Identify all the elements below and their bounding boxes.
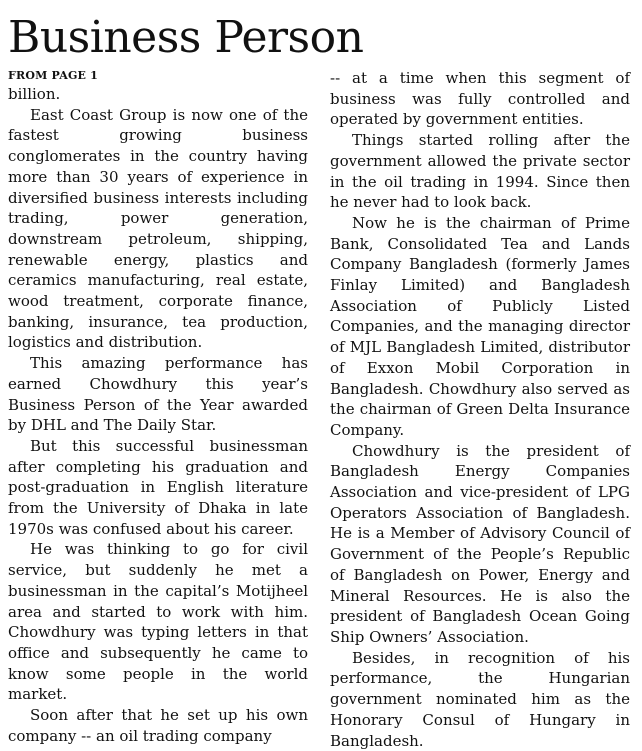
paragraph: -- at a time when this segment of business was fully controlled and operated by government entities. [330,69,630,129]
paragraph: East Coast Group is now one of the fastest growing business conglomerates in the country having more than 30 years of experience in diversified business interests including trading, power generation, downstream petroleum, shipping, renewable energy, plastics and ceramics manufacturing, real estate, wood treatment, corporate finance, banking, insurance, tea production, logistics and distribution. [8,105,308,352]
article-column-left [8,84,308,747]
paragraph: Besides, in recognition of his performance, the Hungarian government nominated him as the Honorary Consul of Hungary in Bangladesh. [330,648,630,750]
paragraph: But this successful businessman after completing his graduation and post-graduation in English literature from the University of Dhaka in late 1970s was confused about his career. [8,436,308,538]
paragraph: billion. [8,85,61,103]
paragraph: This amazing performance has earned Chowdhury this year’s Business Person of the Year awarded by DHL and The Daily Star. [8,354,308,435]
paragraph: Now he is the chairman of Prime Bank, Consolidated Tea and Lands Company Bangladesh (formerly James Finlay Limited) and Bangladesh Association of Publicly Listed Companies, and the managing director of MJL Bangladesh Limited, distributor of Exxon Mobil Corporation in Bangladesh. Chowdhury also served as the chairman of Green Delta Insurance Company. [330,213,630,439]
headline: Business Person [8,12,364,63]
continuation-kicker: FROM PAGE 1 [8,69,99,82]
paragraph: He was thinking to go for civil service, but suddenly he met a businessman in the capital’s Motijheel area and started to work with him. Chowdhury was typing letters in that office and subsequently he came to know some people in the world market. [8,540,308,704]
article-column-right [330,68,630,751]
paragraph: Chowdhury is the president of Bangladesh Energy Companies Association and vice-president of LPG Operators Association of Bangladesh. He is a Member of Advisory Council of Government of the People’s Republic of Bangladesh on Power, Energy and Mineral Resources. He is also the president of Bangladesh Ocean Going Ship Owners’ Association. [330,441,630,646]
paragraph: Soon after that he set up his own company -- an oil trading company [8,706,308,745]
paragraph: Things started rolling after the government allowed the private sector in the oil trading in 1994. Since then he never had to look back. [330,131,630,212]
